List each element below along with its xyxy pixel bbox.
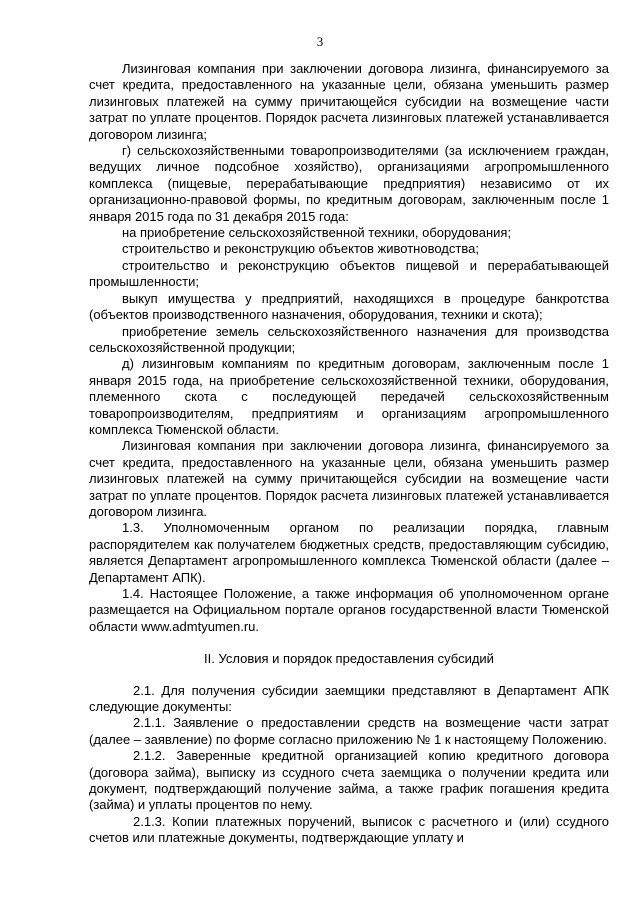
paragraph-leasing-1: Лизинговая компания при заключении договора лизинга, финансируемого за счет кредита, предоставленного на указанные цели, обязана уменьшить размер лизинговых платежей на сумму причитающейся субсидии на возмещение части затрат по уплате процентов. Порядок расчета лизинговых платежей устанавливается договором лизинга; (89, 61, 609, 142)
document-body (89, 61, 609, 847)
paragraph-purpose-land: приобретение земель сельскохозяйственного назначения для производства сельскохозяйственной продукции; (89, 323, 609, 355)
paragraph-2-1-2: 2.1.2. Заверенные кредитной организацией копию кредитного договора (договора займа), выписку из ссудного счета заемщика о получении кредита или документ, подтверждающий получение займа, а также график погашения кредита (займа) и уплаты процентов по нему. (89, 748, 609, 813)
paragraph-2-1-3: 2.1.3. Копии платежных поручений, выписок с расчетного и (или) ссудного счетов или платежные документы, подтверждающие уплату и (89, 813, 609, 846)
page-number: 3 (316, 34, 324, 49)
paragraph-1-4: 1.4. Настоящее Положение, а также информация об уполномоченном органе размещается на Официальном портале органов государственной власти Тюменской области www.admtyumen.ru. (89, 586, 609, 634)
paragraph-leasing-2: Лизинговая компания при заключении договора лизинга, финансируемого за счет кредита, предоставленного на указанные цели, обязана уменьшить размер лизинговых платежей на сумму причитающейся субсидии на возмещение части затрат по уплате процентов. Порядок расчета лизинговых платежей устанавливается договором лизинга. (89, 438, 609, 519)
paragraph-2-1: 2.1. Для получения субсидии заемщики представляют в Департамент АПК следующие документы: (89, 682, 609, 715)
paragraph-item-d: д) лизинговым компаниям по кредитным договорам, заключенным после 1 января 2015 года, на приобретение сельскохозяйственной техники, оборудования, племенного скота с последующей передачей сельскохозяйственным товаропроизводителям, предприятиям и организациям агропромышленного комплекса Тюменской области. (89, 356, 609, 437)
paragraph-purpose-bankruptcy: выкуп имущества у предприятий, находящихся в процедуре банкротства (объектов производственного назначения, оборудования, техники и скота); (89, 290, 609, 323)
paragraph-item-g: г) сельскохозяйственными товаропроизводителями (за исключением граждан, ведущих личное подсобное хозяйство), организациями агропромышленного комплекса (пищевые, перерабатывающие предприятия) независимо от их организационно-правовой формы, по кредитным договорам, заключенным после 1 января 2015 года по 31 декабря 2015 года: (89, 143, 609, 224)
paragraph-1-3: 1.3. Уполномоченным органом по реализации порядка, главным распорядителем как получателем бюджетных средств, предоставляющим субсидию, является Департамент агропромышленного комплекса Тюменской области (далее – Департамент АПК). (89, 520, 609, 585)
paragraph-purpose-equipment: на приобретение сельскохозяйственной техники, оборудования; (122, 225, 512, 241)
paragraph-purpose-livestock: строительство и реконструкцию объектов животноводства; (122, 241, 479, 257)
section-heading: II. Условия и порядок предоставления субсидий (204, 651, 494, 667)
paragraph-2-1-1: 2.1.1. Заявление о предоставлении средств на возмещение части затрат (далее – заявление) по форме согласно приложению № 1 к настоящему Положению. (89, 715, 609, 747)
paragraph-purpose-food-industry: строительство и реконструкцию объектов пищевой и перерабатывающей промышленности; (89, 257, 609, 290)
